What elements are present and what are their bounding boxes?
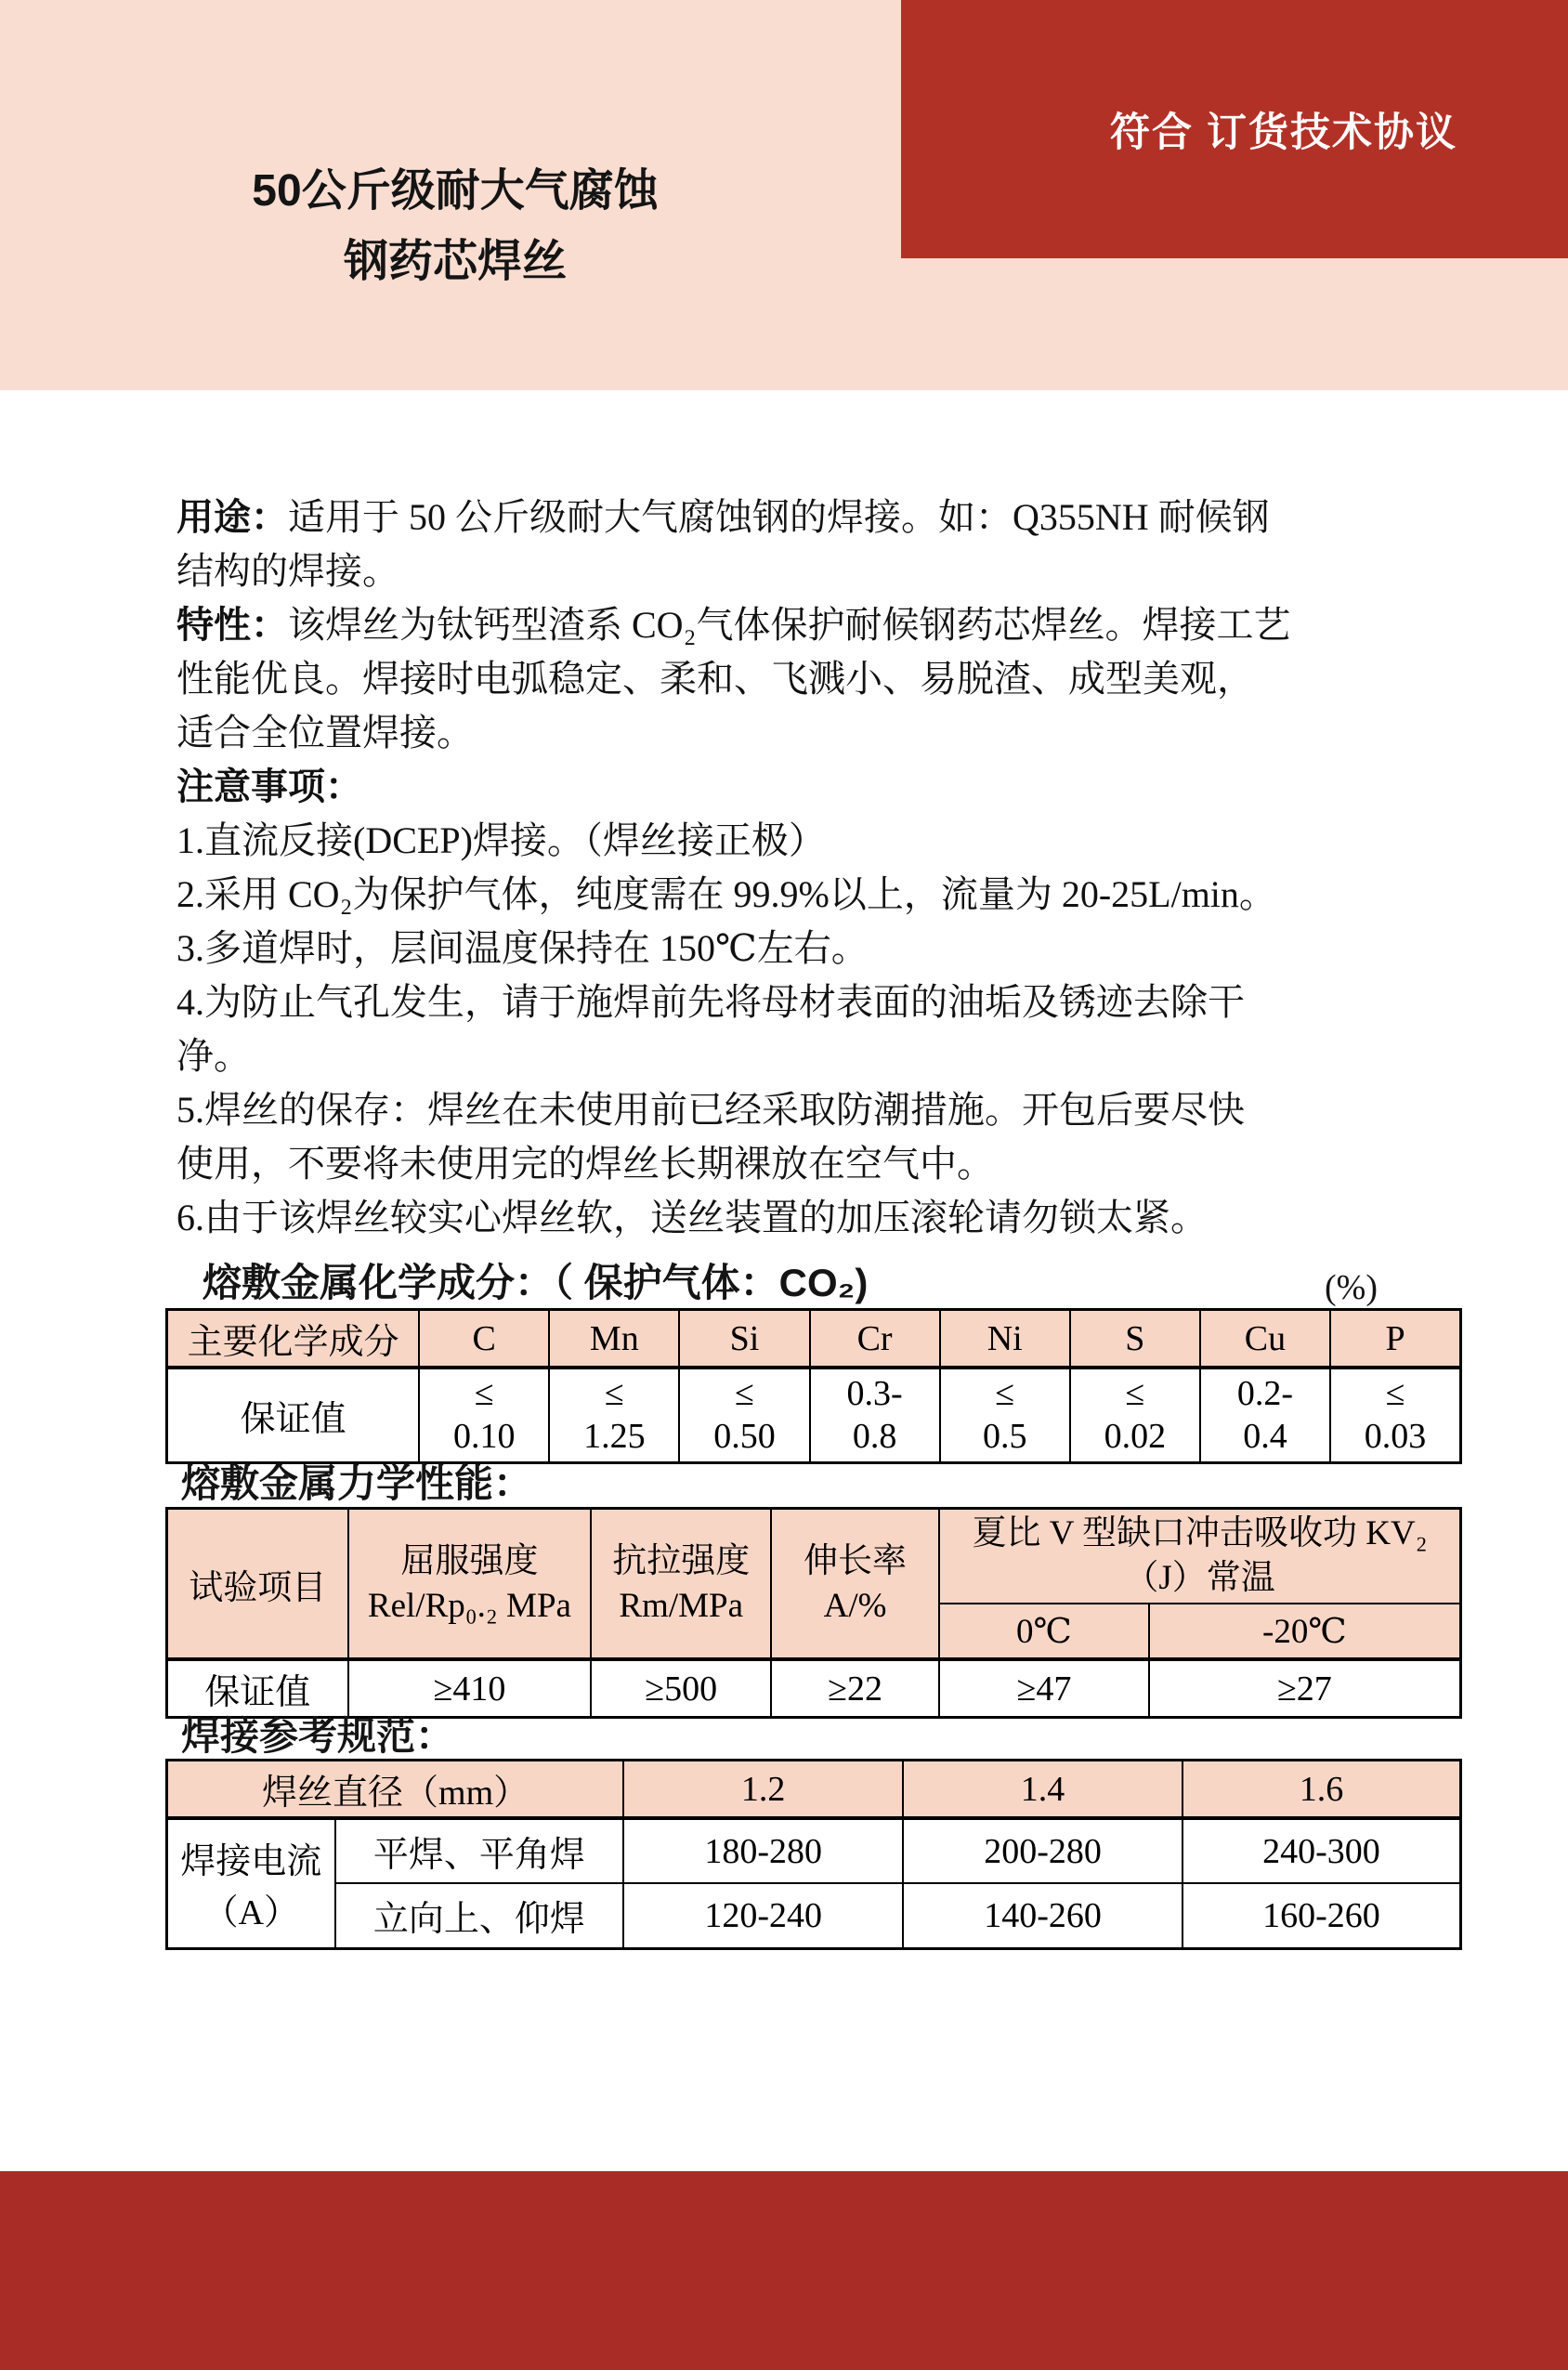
weld-value: 140-260 [903, 1883, 1183, 1948]
body-line [176, 1137, 1477, 1191]
chem-data-row [167, 1368, 1461, 1462]
body-line-text: 净。 [176, 1035, 251, 1077]
compliance-badge-text: 符合 订货技术协议 [1110, 110, 1457, 155]
weld-value: 120-240 [623, 1883, 903, 1948]
mech-section-title: 熔敷金属力学性能： [181, 1461, 533, 1505]
chem-header-cell: Ni [940, 1310, 1070, 1368]
chem-header-cell: Si [679, 1310, 809, 1368]
body-line [176, 491, 1477, 544]
body-line-text: 4.为防止气孔发生，请于施焊前先将母材表面的油垢及锈迹去除干 [176, 981, 1245, 1023]
body-line-text: 1.直流反接(DCEP)焊接。（焊丝接正极） [176, 819, 826, 861]
chem-header-cell: Cu [1200, 1310, 1330, 1368]
page-title-line2: 钢药芯焊丝 [343, 237, 567, 286]
page-title [176, 156, 734, 297]
chem-row-label: 保证值 [167, 1368, 420, 1462]
body-text [176, 491, 1477, 1245]
weld-header-row [167, 1761, 1461, 1819]
body-line-text: 使用，不要将未使用完的焊丝长期裸放在空气中。 [176, 1143, 994, 1185]
chem-value-P: ≤ 0.03 [1330, 1368, 1460, 1462]
mech-header-temp-0: 0℃ [939, 1604, 1149, 1659]
body-line [176, 760, 1477, 814]
page-title-line1: 50公斤级耐大气腐蚀 [252, 166, 659, 216]
mech-header-yield: 屈服强度 Rel/Rp₀.₂ MPa [348, 1509, 592, 1660]
chem-header-cell: P [1330, 1310, 1460, 1368]
mech-value-elongation: ≥22 [771, 1659, 939, 1718]
weld-value: 180-280 [623, 1818, 903, 1883]
mech-value-yield: ≥410 [348, 1659, 592, 1718]
body-line [176, 868, 1477, 922]
body-line-text: 结构的焊接。 [176, 550, 399, 592]
mech-header-charpy: 夏比 V 型缺口冲击吸收功 KV₂ （J）常温 [939, 1509, 1460, 1604]
body-line [176, 598, 1477, 652]
body-line-label: 特性： [176, 605, 288, 646]
chem-value-Mn: ≤ 1.25 [549, 1368, 679, 1462]
header-banner [0, 0, 1568, 390]
body-line-text: 5.焊丝的保存：焊丝在未使用前已经采取防潮措施。开包后要尽快 [176, 1089, 1245, 1131]
chem-table [165, 1308, 1462, 1464]
body-line [176, 652, 1477, 706]
weld-table [165, 1759, 1462, 1950]
chem-value-Cr: 0.3- 0.8 [810, 1368, 940, 1462]
body-line-text: 适合全位置焊接。 [176, 712, 474, 753]
mech-value-tensile: ≥500 [591, 1659, 771, 1718]
mech-header-elongation: 伸长率 A/% [771, 1509, 939, 1660]
body-line [176, 1083, 1477, 1137]
mech-table [165, 1507, 1462, 1719]
body-line [176, 1029, 1477, 1083]
weld-row-vertical [167, 1883, 1461, 1948]
compliance-badge [901, 0, 1568, 258]
chem-header-cell: C [419, 1310, 549, 1368]
chem-section-header [203, 1252, 1461, 1308]
footer-band [0, 2171, 1568, 2370]
weld-diameter-1-4: 1.4 [903, 1761, 1183, 1819]
weld-position-vertical: 立向上、仰焊 [335, 1883, 624, 1948]
weld-value: 240-300 [1183, 1818, 1461, 1883]
weld-diameter-label: 焊丝直径（mm） [167, 1761, 624, 1819]
weld-current-label: 焊接电流（A） [167, 1818, 335, 1948]
weld-section-title: 焊接参考规范： [181, 1714, 455, 1758]
chem-header-cell: Mn [549, 1310, 679, 1368]
weld-value: 160-260 [1183, 1883, 1461, 1948]
body-line [176, 1191, 1477, 1245]
mech-header-row1 [167, 1509, 1461, 1604]
body-line [176, 706, 1477, 760]
body-line-text: 该焊丝为钛钙型渣系 CO₂气体保护耐候钢药芯焊丝。焊接工艺 [288, 604, 1291, 646]
body-line [176, 814, 1477, 868]
body-line-text: 2.采用 CO₂为保护气体，纯度需在 99.9%以上，流量为 20-25L/min。 [176, 873, 1276, 915]
chem-value-C: ≤ 0.10 [419, 1368, 549, 1462]
mech-header-item: 试验项目 [167, 1509, 348, 1660]
chem-header-row [167, 1310, 1461, 1368]
body-line [176, 922, 1477, 975]
body-line-text: 6.由于该焊丝较实心焊丝软，送丝装置的加压滚轮请勿锁太紧。 [176, 1197, 1208, 1238]
chem-unit-label: (%) [1325, 1268, 1378, 1307]
mech-value-charpy-0: ≥47 [939, 1659, 1149, 1718]
weld-diameter-1-6: 1.6 [1183, 1761, 1461, 1819]
chem-value-Ni: ≤ 0.5 [940, 1368, 1070, 1462]
body-line-text: 3.多道焊时，层间温度保持在 150℃左右。 [176, 927, 869, 969]
mech-header-tensile: 抗拉强度 Rm/MPa [591, 1509, 771, 1660]
body-line-label: 用途： [176, 497, 288, 538]
weld-row-flat [167, 1818, 1461, 1883]
chem-value-S: ≤ 0.02 [1070, 1368, 1200, 1462]
chem-value-Cu: 0.2- 0.4 [1200, 1368, 1330, 1462]
mech-value-charpy-minus20: ≥27 [1149, 1659, 1461, 1718]
weld-position-flat: 平焊、平角焊 [335, 1818, 624, 1883]
chem-header-cell: S [1070, 1310, 1200, 1368]
chem-header-cell: Cr [810, 1310, 940, 1368]
weld-diameter-1-2: 1.2 [623, 1761, 903, 1819]
mech-header-temp-minus20: -20℃ [1149, 1604, 1461, 1659]
body-line-label: 注意事项： [176, 766, 362, 807]
mech-row-label: 保证值 [167, 1659, 348, 1718]
chem-section-title: 熔敷金属化学成分：（ 保护气体：CO₂) [203, 1261, 869, 1304]
body-line-text: 性能优良。焊接时电弧稳定、柔和、飞溅小、易脱渣、成型美观， [176, 658, 1254, 700]
weld-value: 200-280 [903, 1818, 1183, 1883]
chem-header-cell: 主要化学成分 [167, 1310, 420, 1368]
chem-value-Si: ≤ 0.50 [679, 1368, 809, 1462]
body-line [176, 975, 1477, 1029]
body-line [176, 544, 1477, 598]
body-line-text: 适用于 50 公斤级耐大气腐蚀钢的焊接。如：Q355NH 耐候钢 [288, 496, 1270, 538]
